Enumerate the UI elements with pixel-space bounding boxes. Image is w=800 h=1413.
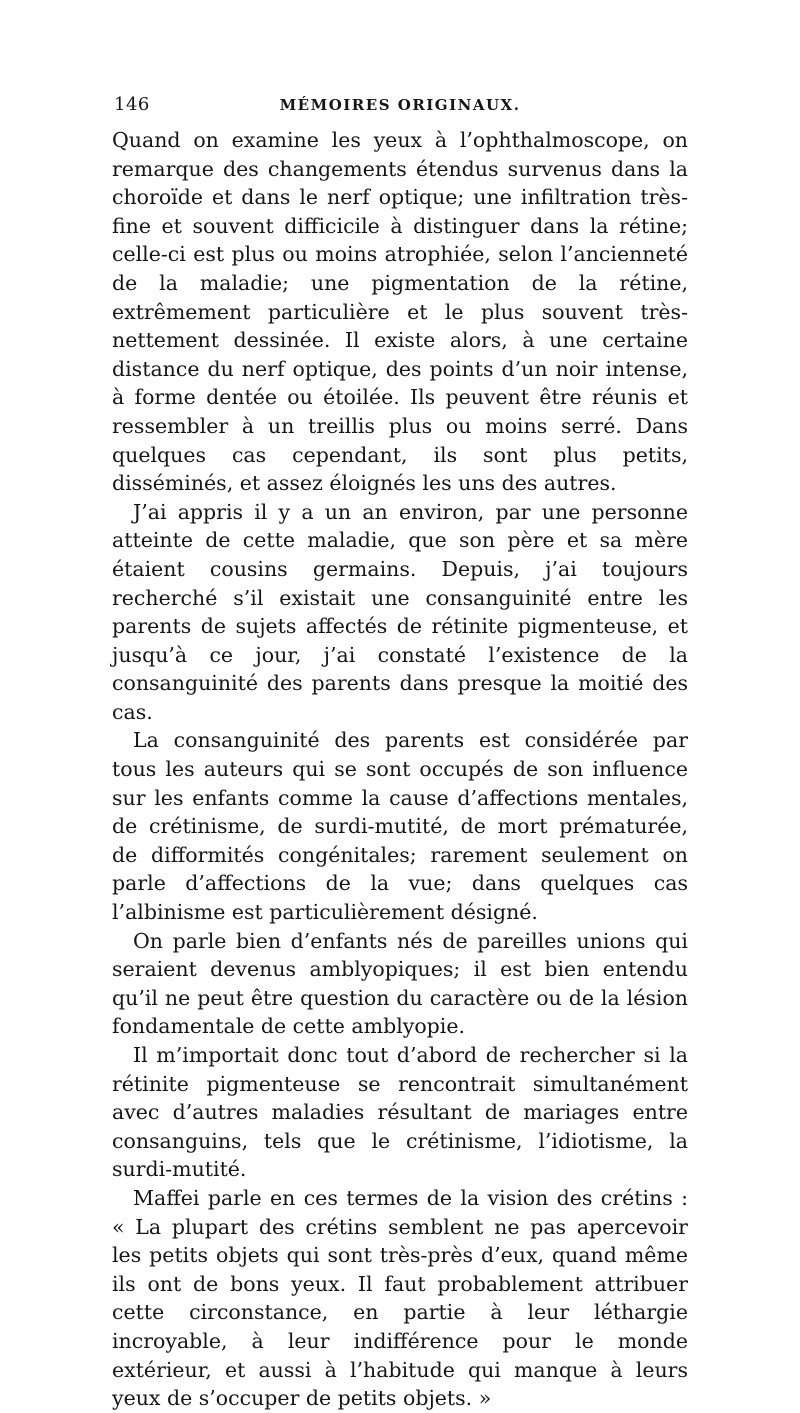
- paragraph-amblyopia: On parle bien d’enfants nés de pareilles unions qui seraient devenus amblyopiques; il est bien entendu qu’il ne peut être question du caractère ou de la lésion fondamentale de cette amblyopie.: [112, 928, 688, 1039]
- body-text: [112, 126, 688, 1413]
- paragraph-consanguinity-authors: La consanguinité des parents est considérée par tous les auteurs qui se sont occupés de son influence sur les enfants comme la cause d’affections mentales, de crétinisme, de surdi-mutité, de mort prématurée, de difformités congénitales; rarement seulement on parle d’affections de la vue; dans quelques cas l’albinisme est particulièrement désigné.: [112, 728, 688, 925]
- paragraph-ophthalmoscope: Quand on examine les yeux à l’ophthalmoscope, on remarque des changements étendus survenus dans la choroïde et dans le nerf optique; une infiltration très-fine et souvent difficicile à distinguer dans la rétine; celle-ci est plus ou moins atrophiée, selon l’ancienneté de la maladie; une pigmentation de la rétine, extrêmement particulière et le plus souvent très-nettement dessinée. Il existe alors, à une certaine distance du nerf optique, des points d’un noir intense, à forme dentée ou étoilée. Ils peuvent être réunis et ressembler à un treillis plus ou moins serré. Dans quelques cas cependant, ils sont plus petits, disséminés, et assez éloignés les uns des autres.: [112, 128, 688, 496]
- paragraph-maffei-quote: Maffei parle en ces termes de la vision des crétins : « La plupart des crétins semblent ne pas apercevoir les petits objets qui sont très-près d’eux, quand même ils ont de bons yeux. Il faut probablement attribuer cette circonstance, en partie à leur léthargie incroyable, à leur indifférence pour le monde extérieur, et aussi à l’habitude qui manque à leurs yeux de s’occuper de petits objets. »: [112, 1185, 688, 1411]
- page-number: 146: [114, 94, 150, 115]
- paragraph-consanguinity-observation: J’ai appris il y a un an environ, par une personne atteinte de cette maladie, que son père et sa mère étaient cousins germains. Depuis, j’ai toujours recherché s’il existait une consanguinité entre les parents de sujets affectés de rétinite pigmenteuse, et jusqu’à ce jour, j’ai constaté l’existence de la consanguinité des parents dans presque la moitié des cas.: [112, 499, 688, 724]
- running-head: MÉMOIRES ORIGINAUX.: [279, 96, 521, 114]
- paragraph-research-question: Il m’importait donc tout d’abord de rechercher si la rétinite pigmenteuse se rencontrait simultanément avec d’autres maladies résultant de mariages entre consanguins, tels que le crétinisme, l’idiotisme, la surdi-mutité.: [112, 1043, 688, 1182]
- page-header: [114, 94, 686, 118]
